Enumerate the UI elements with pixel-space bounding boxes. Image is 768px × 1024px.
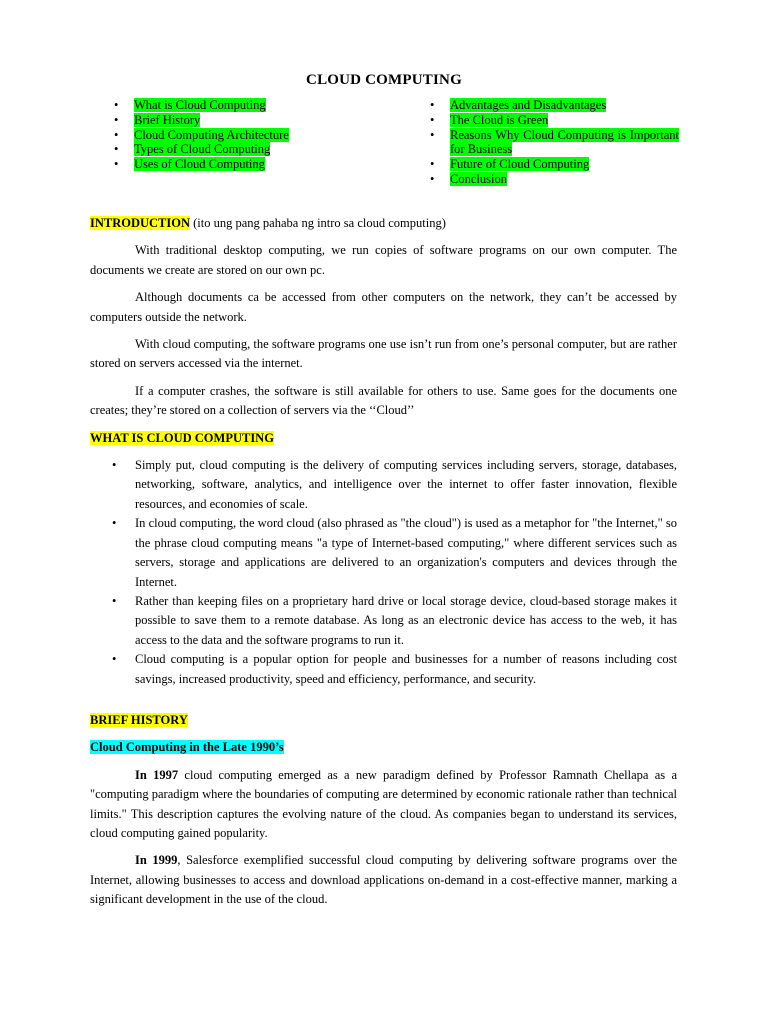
- bullet-item: • Simply put, cloud computing is the delivery of computing services including servers, storage, databases, networking, software, analytics, and intelligence over the internet to offer faster innovation, flexible resources, and economies of scale.: [90, 456, 677, 514]
- document-title: CLOUD COMPUTING: [306, 72, 462, 88]
- bullet-item: • Cloud computing is a popular option for people and businesses for a number of reasons including cost savings, increased productivity, speed and efficiency, performance, and security.: [90, 650, 677, 689]
- what-is-bullet-list: [90, 456, 677, 689]
- toc-item: • Conclusion: [426, 172, 679, 187]
- intro-paragraph: If a computer crashes, the software is still available for others to use. Same goes for the documents one creates; they’re stored on a collection of servers via the ‘‘Cloud’’: [90, 383, 677, 418]
- toc-item: • Advantages and Disadvantages: [426, 98, 679, 113]
- toc-item: • Uses of Cloud Computing: [110, 157, 320, 172]
- document-body: [90, 214, 677, 918]
- toc-item: • Types of Cloud Computing: [110, 142, 320, 157]
- history-year: In 1997: [135, 767, 179, 782]
- toc-right-list: [426, 98, 679, 187]
- intro-paragraph: Although documents ca be accessed from other computers on the network, they can’t be accessed by computers outside the network.: [90, 290, 677, 324]
- history-paragraph: In 1997 cloud computing emerged as a new paradigm defined by Professor Ramnath Chellapa as a "computing paradigm where the boundaries of computing are determined by economic rationale rather than technical limits." This description captures the evolving nature of the cloud. As companies began to understand its services, cloud computing gained popularity.: [90, 767, 678, 840]
- history-subheading-line: [90, 738, 677, 757]
- toc-item: • Reasons Why Cloud Computing is Important for Business: [426, 128, 679, 158]
- toc-item: • The Cloud is Green: [426, 113, 679, 128]
- intro-heading: INTRODUCTION: [90, 216, 191, 230]
- history-paragraph: In 1999, Salesforce exemplified successful cloud computing by delivering software programs over the Internet, allowing businesses to access and download applications on-demand in a cost-effective manner, marking a significant development in the use of the cloud.: [90, 853, 677, 907]
- bullet-item: • Rather than keeping files on a proprietary hard drive or local storage device, cloud-based storage makes it possible to save them to a remote database. As long as an electronic device has access to the web, it has access to the data and the software programs to run it.: [90, 592, 677, 650]
- history-subheading: Cloud Computing in the Late 1990’s: [90, 740, 284, 755]
- toc-item: • What is Cloud Computing: [110, 98, 320, 113]
- intro-paragraph: With cloud computing, the software programs one use isn’t run from one’s personal computer, but are rather stored on servers accessed via the internet.: [90, 337, 677, 371]
- what-is-heading-line: [90, 429, 677, 448]
- toc-left-list: [110, 98, 320, 172]
- history-heading: BRIEF HISTORY: [90, 712, 188, 727]
- intro-note: (ito ung pang pahaba ng intro sa cloud computing): [190, 216, 446, 230]
- toc-item: • Brief History: [110, 113, 320, 128]
- history-year: In 1999: [135, 853, 178, 868]
- toc-item: • Cloud Computing Architecture: [110, 128, 320, 143]
- bullet-item: • In cloud computing, the word cloud (also phrased as "the cloud") is used as a metaphor for "the Internet," so the phrase cloud computing means "a type of Internet-based computing," where different services such as servers, storage and applications are delivered to an organization's computers and devices through the Internet.: [90, 514, 677, 592]
- what-is-heading: WHAT IS CLOUD COMPUTING: [90, 430, 274, 445]
- intro-heading-line: [90, 214, 677, 233]
- intro-paragraph: With traditional desktop computing, we run copies of software programs on our own computer. The documents we create are stored on our own pc.: [90, 243, 677, 277]
- history-heading-line: [90, 711, 677, 730]
- toc-item: • Future of Cloud Computing: [426, 157, 679, 172]
